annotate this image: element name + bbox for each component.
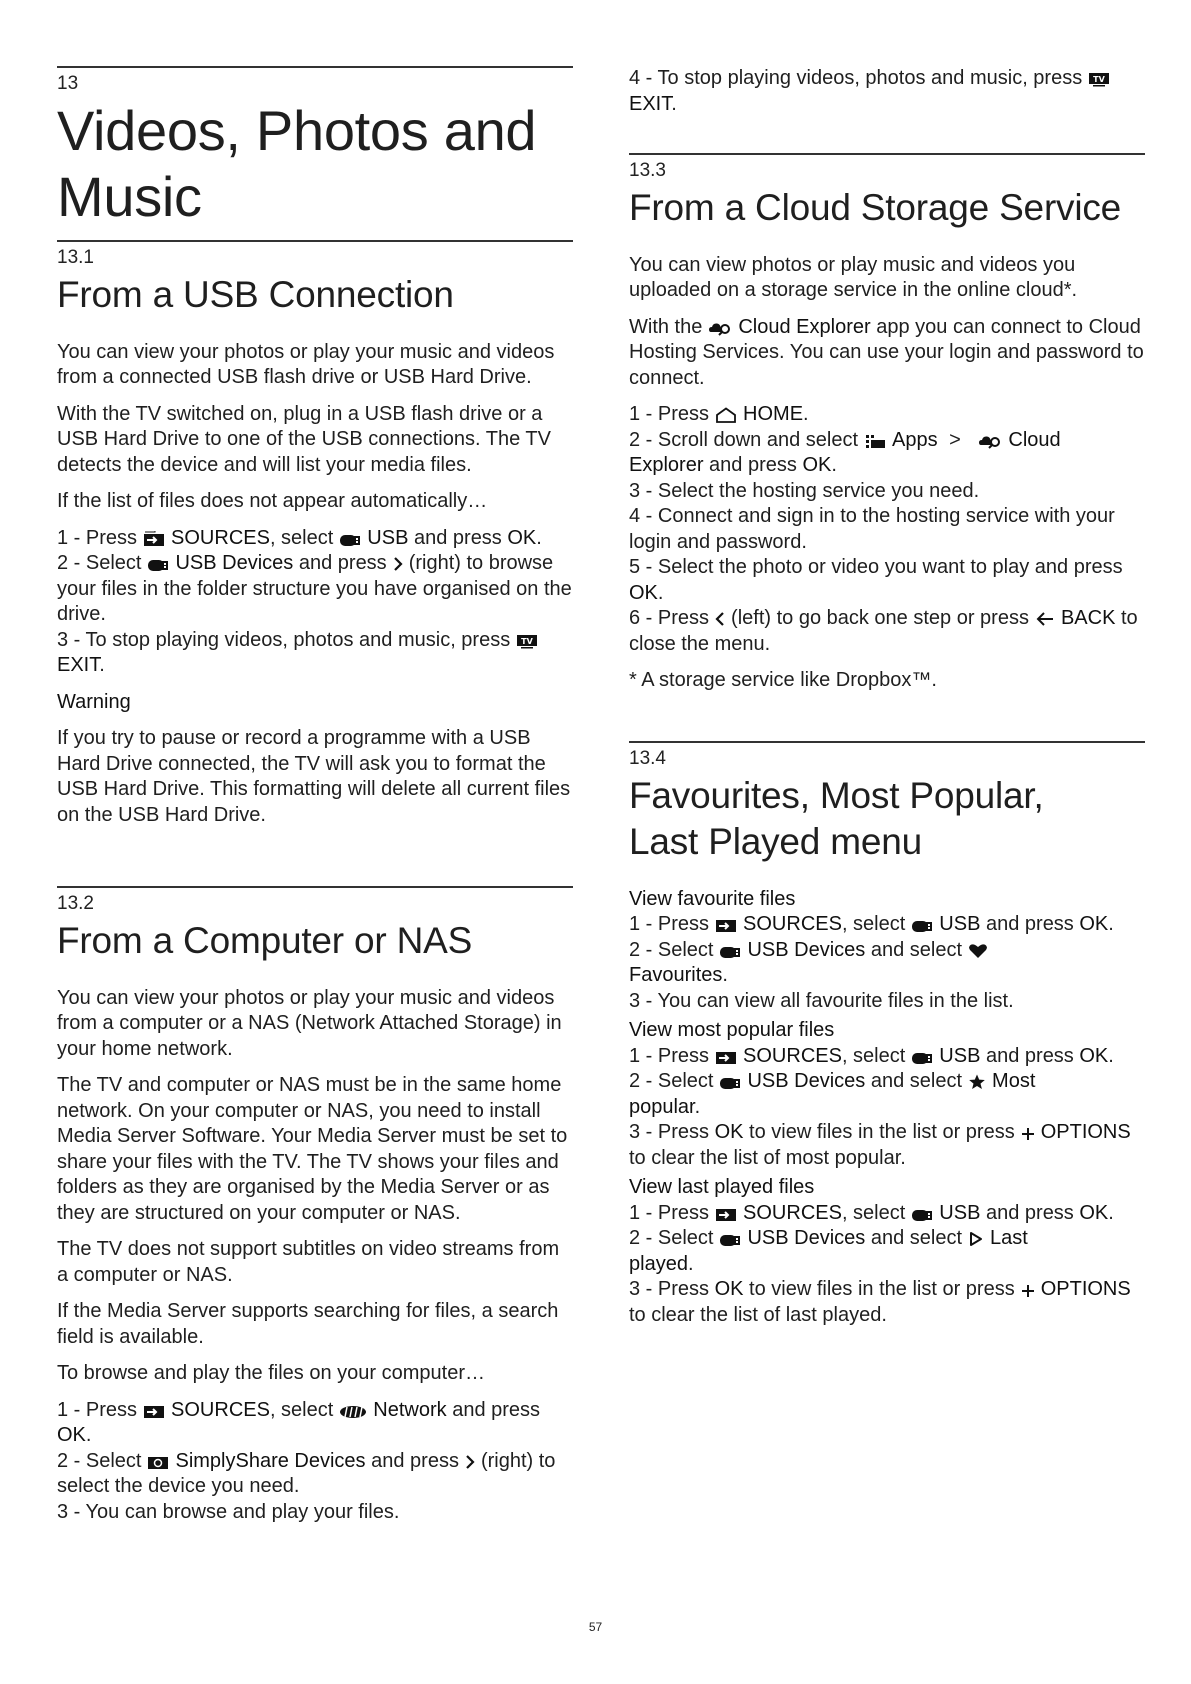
favourites-heading: View favourite files: [629, 887, 796, 910]
step-2: 2 - Select SimplyShare Devices and press (right) to select the device you need.: [57, 1449, 556, 1498]
most-popular-steps: [629, 1044, 1145, 1172]
last-played-steps: [629, 1201, 1145, 1329]
back-arrow-icon: [1035, 611, 1055, 627]
paragraph: With the Cloud Explorer app you can connect to Cloud Hosting Services. You can use your login and password to connect.: [629, 315, 1144, 389]
chevron-left-icon: [715, 611, 725, 627]
section-number: 13.1: [57, 246, 94, 268]
section-number: 13: [57, 73, 79, 94]
paragraph: You can view photos or play music and videos you uploaded on a storage service in the online cloud*.: [629, 253, 1078, 302]
usb-icon: [719, 1076, 741, 1090]
step-list: [57, 526, 573, 679]
step-list-continued: [629, 66, 1145, 117]
usb-icon: [719, 1233, 741, 1247]
step-2: 2 - Select USB Devices and select Most popular.: [629, 1070, 1036, 1118]
section-number: 13.4: [629, 747, 666, 769]
section-rule: [629, 153, 1145, 155]
footnote: * A storage service like Dropbox™.: [629, 669, 937, 692]
plus-icon: [1021, 1127, 1035, 1141]
sources-icon: [715, 1206, 737, 1222]
page-number: 57: [588, 1620, 603, 1634]
cloud-explorer-icon: [978, 433, 1002, 449]
chapter-title-line-2: Music: [57, 164, 202, 228]
usb-icon: [147, 558, 169, 572]
cloud-explorer-icon: [708, 320, 732, 336]
paragraph: To browse and play the files on your computer…: [57, 1362, 485, 1385]
step-3: 3 - Press OK to view files in the list or press OPTIONS to clear the list of last played.: [629, 1278, 1131, 1326]
step-3: 3 - You can browse and play your files.: [57, 1500, 400, 1523]
last-played-heading: View last played files: [629, 1176, 815, 1198]
section-title: Favourites, Most Popular, Last Played menu: [629, 774, 1044, 862]
right-column: [629, 66, 1145, 1339]
section-13-4: [629, 741, 1145, 1328]
left-column: [57, 66, 573, 1536]
step-4: 4 - Connect and sign in to the hosting service with your login and password.: [629, 505, 1115, 553]
play-icon: [968, 1231, 984, 1247]
heart-icon: [968, 943, 988, 959]
step-list: [629, 402, 1145, 657]
tv-icon: [516, 634, 538, 649]
favourites-steps: [629, 912, 1145, 1014]
section-rule: [57, 66, 573, 68]
tv-icon: [1088, 72, 1110, 87]
paragraph: The TV and computer or NAS must be in the same home network. On your computer or NAS, you need to install Media Server Software. Your Media Server must be set to share your files with the TV. The TV shows your files and folders as they are organised by the Media Server or as they are structured on your computer or NAS.: [57, 1074, 568, 1224]
sources-icon: [715, 1049, 737, 1065]
home-icon: [715, 407, 737, 423]
chapter-title: [57, 98, 573, 230]
svg-text:TV: TV: [1093, 75, 1106, 84]
section-number: 13.2: [57, 893, 94, 914]
step-1: 1 - Press SOURCES, select USB and press OK.: [57, 526, 542, 549]
step-2: 2 - Scroll down and select Apps > Cloud Explorer and press OK.: [629, 428, 1061, 477]
chevron-right-icon: [465, 1454, 475, 1470]
step-1: 1 - Press SOURCES, select USB and press OK.: [629, 1201, 1114, 1224]
paragraph: If the list of files does not appear automatically…: [57, 490, 488, 512]
section-13: [57, 66, 573, 230]
step-2: 2 - Select USB Devices and select Last played.: [629, 1227, 1028, 1275]
step-1: 1 - Press SOURCES, select Network and press OK.: [57, 1398, 541, 1447]
usb-icon: [911, 1051, 933, 1065]
section-rule: [57, 240, 573, 242]
section-number: 13.3: [629, 160, 666, 181]
step-4: 4 - To stop playing videos, photos and music, press TV EXIT.: [629, 66, 1145, 117]
paragraph: If the Media Server supports searching for files, a search field is available.: [57, 1300, 559, 1348]
section-title: From a USB Connection: [57, 273, 454, 315]
section-rule: [629, 741, 1145, 743]
step-2: 2 - Select USB Devices and select Favourites.: [629, 938, 1145, 989]
paragraph: You can view your photos or play your music and videos from a connected USB flash drive or USB Hard Drive.: [57, 340, 555, 388]
usb-icon: [911, 919, 933, 933]
chevron-right-icon: [393, 556, 403, 572]
step-list: [57, 1398, 573, 1526]
paragraph: The TV does not support subtitles on video streams from a computer or NAS.: [57, 1238, 560, 1286]
step-6: 6 - Press (left) to go back one step or press BACK to close the menu.: [629, 607, 1138, 655]
svg-text:TV: TV: [521, 636, 534, 646]
step-1: 1 - Press HOME.: [629, 403, 809, 426]
section-title: From a Cloud Storage Service: [629, 186, 1122, 228]
most-popular-heading: View most popular files: [629, 1019, 835, 1041]
paragraph: With the TV switched on, plug in a USB flash drive or a USB Hard Drive to one of the USB connections. The TV detects the device and will list your media files.: [57, 402, 551, 476]
step-1: 1 - Press SOURCES, select USB and press OK.: [629, 1044, 1114, 1067]
warning-heading: Warning: [57, 690, 131, 713]
section-rule: [57, 886, 573, 888]
step-5: 5 - Select the photo or video you want to play and press OK.: [629, 556, 1123, 604]
step-3: 3 - Select the hosting service you need.: [629, 479, 980, 502]
usb-icon: [911, 1208, 933, 1222]
section-title: From a Computer or NAS: [57, 919, 473, 961]
chapter-title-line-1: Videos, Photos and: [57, 98, 537, 162]
paragraph: If you try to pause or record a programme with a USB Hard Drive connected, the TV will ask you to format the USB Hard Drive. This formatting will delete all current files on the USB Hard Drive.: [57, 727, 571, 826]
sources-icon: [143, 531, 165, 547]
apps-icon: [864, 433, 886, 449]
section-13-1: [57, 240, 573, 828]
usb-icon: [339, 533, 361, 547]
step-3: 3 - To stop playing videos, photos and music, press TV EXIT.: [57, 628, 573, 679]
star-icon: [968, 1074, 986, 1090]
step-3: 3 - You can view all favourite files in the list.: [629, 989, 1014, 1012]
step-3: 3 - Press OK to view files in the list or press OPTIONS to clear the list of most popular.: [629, 1121, 1131, 1169]
plus-icon: [1021, 1284, 1035, 1298]
section-13-2: [57, 886, 573, 1525]
sources-icon: [143, 1403, 165, 1419]
usb-icon: [719, 945, 741, 959]
step-2: 2 - Select USB Devices and press (right) to browse your files in the folder structure you have organised on the drive.: [57, 552, 572, 625]
simplyshare-icon: [147, 1456, 169, 1470]
network-icon: [339, 1405, 367, 1419]
section-13-3: [629, 153, 1145, 694]
step-1: 1 - Press SOURCES, select USB and press OK.: [629, 913, 1114, 935]
sources-icon: [715, 917, 737, 933]
paragraph: You can view your photos or play your music and videos from a computer or a NAS (Network Attached Storage) in your home network.: [57, 986, 562, 1060]
